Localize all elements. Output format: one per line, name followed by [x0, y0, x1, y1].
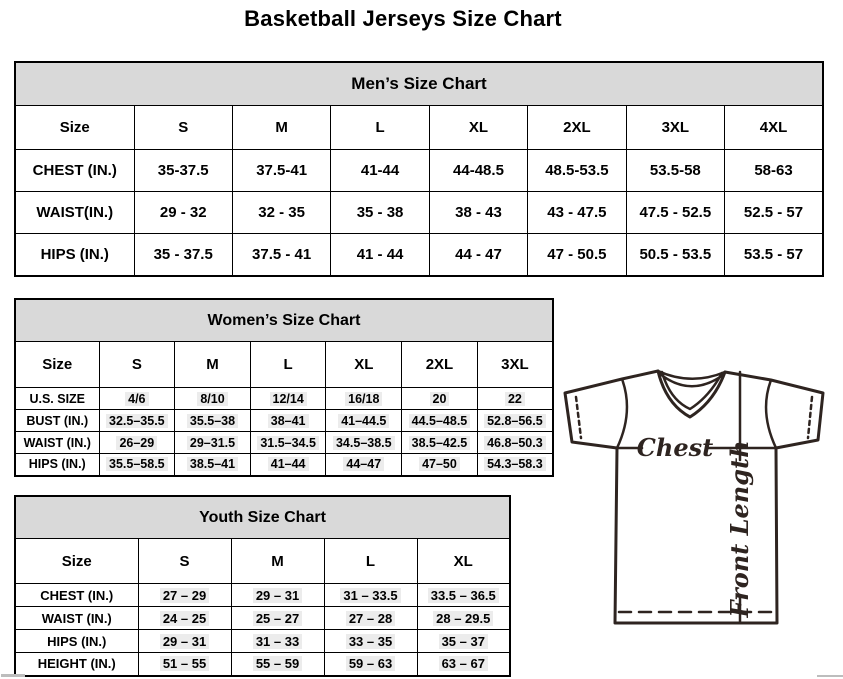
mens-size-chart-table: [14, 61, 824, 277]
table-row: [15, 192, 823, 234]
page-title: Basketball Jerseys Size Chart: [244, 6, 562, 31]
youth-size-chart-table: [14, 495, 511, 677]
column-header: L: [331, 106, 429, 150]
column-header: M: [232, 106, 330, 150]
table-cell: [231, 630, 324, 653]
cell-value: 35-37.5: [157, 162, 209, 179]
cell-value: 31.5–34.5: [257, 436, 319, 450]
row-label: WAIST (IN.): [15, 432, 99, 454]
table-cell: [250, 432, 326, 454]
table-cell: [626, 150, 724, 192]
cell-value: 31 – 33: [253, 634, 302, 649]
column-header: 2XL: [402, 342, 478, 388]
table-cell: [138, 607, 231, 630]
column-header: XL: [326, 342, 402, 388]
cell-value: 20: [430, 392, 450, 406]
cell-value: 35 - 38: [356, 204, 404, 221]
cell-value: 50.5 - 53.5: [639, 245, 712, 263]
cell-value: 35.5–58.5: [106, 457, 168, 471]
table-cell: [250, 410, 326, 432]
cell-value: 24 – 25: [160, 611, 209, 626]
womens-chart-title: Women’s Size Chart: [15, 299, 553, 342]
cell-value: 37.5-41: [256, 162, 308, 179]
cell-value: 38.5–41: [187, 457, 238, 471]
column-header: 2XL: [528, 106, 626, 150]
table-header-row: [15, 539, 510, 584]
table-cell: [231, 607, 324, 630]
column-header: M: [231, 539, 324, 584]
table-cell: [99, 454, 175, 476]
right-armhole-seam: [766, 380, 776, 448]
cell-value: 26–29: [116, 436, 157, 450]
table-cell: [175, 454, 251, 476]
cell-value: 52.8–56.5: [484, 414, 546, 428]
table-row: [15, 410, 553, 432]
row-label: HIPS (IN.): [15, 630, 138, 653]
table-row: [15, 150, 823, 192]
table-cell: [326, 454, 402, 476]
column-header: L: [324, 539, 417, 584]
column-header: 4XL: [725, 106, 823, 150]
table-cell: [626, 234, 724, 276]
table-cell: [175, 410, 251, 432]
column-header: 3XL: [626, 106, 724, 150]
table-title-row: [15, 496, 510, 539]
table-cell: [138, 653, 231, 676]
table-header-row: [15, 106, 823, 150]
womens-size-chart-table: [14, 298, 554, 477]
table-cell: [138, 584, 231, 607]
cell-value: 27 – 29: [160, 588, 209, 603]
cell-value: 4/6: [125, 392, 148, 406]
table-cell: [175, 388, 251, 410]
table-cell: [417, 653, 510, 676]
cell-value: 12/14: [270, 392, 307, 406]
cell-value: 37.5 - 41: [252, 245, 312, 263]
row-label: U.S. SIZE: [15, 388, 99, 410]
column-header: XL: [429, 106, 527, 150]
table-row: [15, 388, 553, 410]
row-label: WAIST(IN.): [15, 192, 134, 234]
jersey-measurement-diagram: [560, 362, 843, 662]
column-header: S: [138, 539, 231, 584]
cell-value: 44–47: [343, 457, 384, 471]
table-cell: [134, 234, 232, 276]
cell-value: 48.5-53.5: [545, 162, 609, 179]
table-row: [15, 234, 823, 276]
cell-value: 58-63: [754, 162, 793, 179]
table-cell: [99, 410, 175, 432]
table-cell: [528, 150, 626, 192]
column-header: Size: [15, 342, 99, 388]
table-cell: [134, 150, 232, 192]
row-label: HEIGHT (IN.): [15, 653, 138, 676]
cell-value: 55 – 59: [253, 656, 302, 671]
table-cell: [429, 192, 527, 234]
cell-value: 53.5-58: [649, 162, 701, 179]
row-label: HIPS (IN.): [15, 454, 99, 476]
table-row: [15, 584, 510, 607]
cell-value: 38–41: [268, 414, 309, 428]
table-cell: [331, 150, 429, 192]
table-cell: [250, 388, 326, 410]
cell-value: 51 – 55: [160, 656, 209, 671]
column-header: Size: [15, 539, 138, 584]
column-header: L: [250, 342, 326, 388]
table-cell: [417, 584, 510, 607]
table-cell: [324, 653, 417, 676]
table-cell: [326, 410, 402, 432]
cell-value: 43 - 47.5: [547, 204, 607, 221]
cell-value: 41–44: [268, 457, 309, 471]
table-cell: [725, 234, 823, 276]
table-cell: [417, 607, 510, 630]
table-title-row: [15, 299, 553, 342]
table-cell: [175, 432, 251, 454]
cell-value: 54.3–58.3: [484, 457, 546, 471]
table-cell: [326, 432, 402, 454]
table-cell: [477, 410, 553, 432]
table-cell: [232, 192, 330, 234]
table-cell: [402, 454, 478, 476]
cell-value: 47.5 - 52.5: [639, 204, 712, 221]
horizontal-scrollbar-fragment-right[interactable]: [817, 675, 843, 677]
table-cell: [528, 192, 626, 234]
table-cell: [402, 432, 478, 454]
cell-value: 29 – 31: [253, 588, 302, 603]
table-cell: [231, 584, 324, 607]
cell-value: 47–50: [419, 457, 460, 471]
column-header: Size: [15, 106, 134, 150]
cell-value: 29–31.5: [187, 436, 238, 450]
cell-value: 53.5 - 57: [743, 245, 804, 263]
cell-value: 46.8–50.3: [484, 436, 546, 450]
cell-value: 44 - 47: [455, 245, 502, 263]
mens-chart-title: Men’s Size Chart: [15, 62, 823, 106]
column-header: 3XL: [477, 342, 553, 388]
cell-value: 32.5–35.5: [106, 414, 168, 428]
chest-label: Chest: [636, 433, 714, 462]
cell-value: 22: [505, 392, 525, 406]
column-header: M: [175, 342, 251, 388]
cell-value: 41 - 44: [356, 245, 404, 263]
cell-value: 35 – 37: [439, 634, 488, 649]
cell-value: 47 - 50.5: [547, 245, 607, 263]
cell-value: 38 - 43: [455, 204, 502, 221]
cell-value: 28 – 29.5: [433, 611, 493, 626]
table-cell: [99, 388, 175, 410]
front-length-label: Front Length: [725, 440, 754, 618]
cell-value: 44.5–48.5: [409, 414, 471, 428]
cell-value: 41-44: [360, 162, 400, 179]
table-cell: [324, 630, 417, 653]
table-cell: [232, 234, 330, 276]
cell-value: 63 – 67: [439, 656, 488, 671]
table-row: [15, 653, 510, 676]
horizontal-scrollbar-fragment-left[interactable]: [1, 674, 25, 677]
table-cell: [477, 432, 553, 454]
left-armhole-seam: [617, 379, 627, 448]
cell-value: 27 – 28: [346, 611, 395, 626]
cell-value: 34.5–38.5: [333, 436, 395, 450]
column-header: S: [99, 342, 175, 388]
cell-value: 35 - 37.5: [153, 245, 213, 263]
table-cell: [725, 150, 823, 192]
cell-value: 38.5–42.5: [409, 436, 471, 450]
cell-value: 8/10: [197, 392, 227, 406]
row-label: CHEST (IN.): [15, 150, 134, 192]
table-cell: [429, 150, 527, 192]
table-cell: [231, 653, 324, 676]
column-header: S: [134, 106, 232, 150]
table-cell: [331, 192, 429, 234]
cell-value: 35.5–38: [187, 414, 238, 428]
table-row: [15, 630, 510, 653]
cell-value: 33 – 35: [346, 634, 395, 649]
cell-value: 31 – 33.5: [340, 588, 400, 603]
table-cell: [250, 454, 326, 476]
jersey-outline: [565, 371, 823, 623]
left-sleeve-dashed-line: [576, 397, 581, 438]
table-cell: [324, 607, 417, 630]
table-row: [15, 454, 553, 476]
cell-value: 32 - 35: [258, 204, 305, 221]
table-header-row: [15, 342, 553, 388]
cell-value: 29 – 31: [160, 634, 209, 649]
table-cell: [99, 432, 175, 454]
table-cell: [138, 630, 231, 653]
cell-value: 25 – 27: [253, 611, 302, 626]
youth-chart-title: Youth Size Chart: [15, 496, 510, 539]
table-cell: [134, 192, 232, 234]
column-header: XL: [417, 539, 510, 584]
table-cell: [331, 234, 429, 276]
table-cell: [528, 234, 626, 276]
cell-value: 52.5 - 57: [743, 204, 804, 221]
row-label: WAIST (IN.): [15, 607, 138, 630]
jersey-icon: [560, 362, 843, 662]
table-cell: [626, 192, 724, 234]
row-label: HIPS (IN.): [15, 234, 134, 276]
cell-value: 16/18: [345, 392, 382, 406]
right-sleeve-dashed-line: [808, 397, 812, 438]
table-cell: [417, 630, 510, 653]
cell-value: 33.5 – 36.5: [428, 588, 499, 603]
table-cell: [402, 410, 478, 432]
table-cell: [725, 192, 823, 234]
table-cell: [429, 234, 527, 276]
table-cell: [402, 388, 478, 410]
table-row: [15, 607, 510, 630]
table-cell: [326, 388, 402, 410]
table-cell: [477, 388, 553, 410]
cell-value: 44-48.5: [453, 162, 504, 179]
table-row: [15, 432, 553, 454]
table-cell: [324, 584, 417, 607]
cell-value: 41–44.5: [338, 414, 389, 428]
table-cell: [477, 454, 553, 476]
cell-value: 29 - 32: [159, 204, 207, 221]
row-label: CHEST (IN.): [15, 584, 138, 607]
table-cell: [232, 150, 330, 192]
row-label: BUST (IN.): [15, 410, 99, 432]
table-title-row: [15, 62, 823, 106]
cell-value: 59 – 63: [346, 656, 395, 671]
collar-back-arc-1: [658, 371, 725, 379]
